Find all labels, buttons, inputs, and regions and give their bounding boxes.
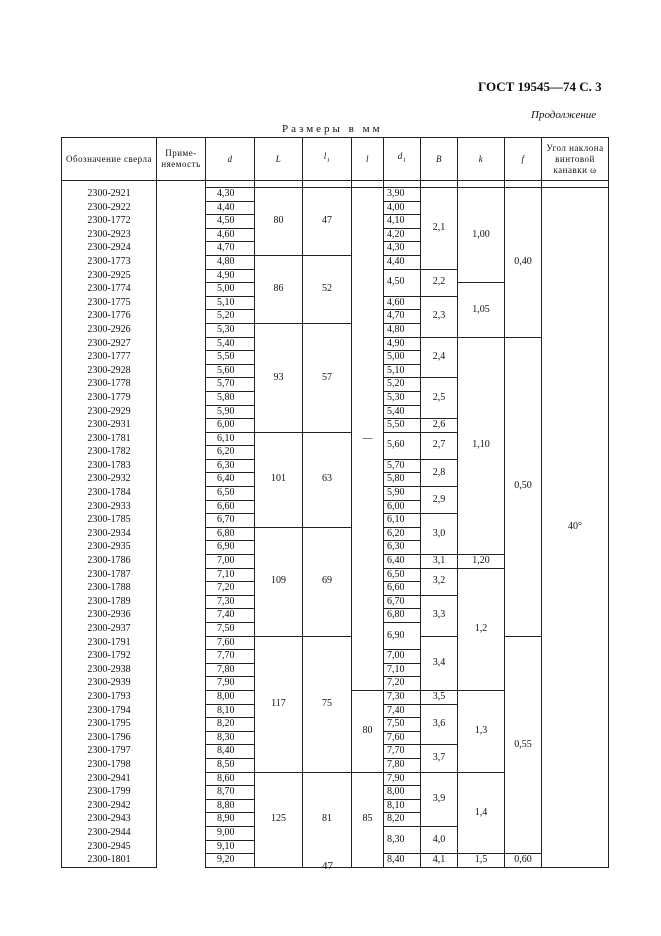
applicability-cell bbox=[157, 609, 206, 623]
diameter-d1: 4,40 bbox=[384, 255, 421, 269]
drill-designation: 2300-1785 bbox=[62, 514, 157, 528]
diameter-d1: 6,90 bbox=[384, 623, 421, 650]
diameter-d: 7,70 bbox=[206, 650, 255, 664]
diameter-d1: 6,50 bbox=[384, 568, 421, 582]
length-L: 93 bbox=[255, 323, 303, 432]
drill-designation: 2300-1789 bbox=[62, 595, 157, 609]
diameter-d: 6,00 bbox=[206, 419, 255, 433]
diameter-d: 7,10 bbox=[206, 568, 255, 582]
diameter-d: 4,80 bbox=[206, 255, 255, 269]
applicability-cell bbox=[157, 840, 206, 854]
drill-designation: 2300-2923 bbox=[62, 228, 157, 242]
col-l1-base: l bbox=[323, 151, 327, 162]
drill-designation: 2300-2935 bbox=[62, 541, 157, 555]
diameter-d: 8,40 bbox=[206, 745, 255, 759]
diameter-d1: 6,10 bbox=[384, 514, 421, 528]
diameter-d: 5,80 bbox=[206, 391, 255, 405]
drill-designation: 2300-1799 bbox=[62, 786, 157, 800]
drill-designation: 2300-2934 bbox=[62, 527, 157, 541]
diameter-d: 6,50 bbox=[206, 487, 255, 501]
diameter-d1: 7,30 bbox=[384, 690, 421, 704]
diameter-d: 4,30 bbox=[206, 188, 255, 202]
applicability-cell bbox=[157, 378, 206, 392]
applicability-cell bbox=[157, 677, 206, 691]
applicability-cell bbox=[157, 595, 206, 609]
applicability-cell bbox=[157, 663, 206, 677]
diameter-d1: 4,90 bbox=[384, 337, 421, 351]
applicability-cell bbox=[157, 351, 206, 365]
value-k: 1,00 bbox=[458, 188, 505, 283]
drill-designation: 2300-1778 bbox=[62, 378, 157, 392]
col-d: d bbox=[206, 138, 255, 181]
applicability-cell bbox=[157, 228, 206, 242]
length-l1: 57 bbox=[303, 323, 352, 432]
diameter-d: 7,80 bbox=[206, 663, 255, 677]
value-B: 3,3 bbox=[421, 595, 458, 636]
applicability-cell bbox=[157, 242, 206, 256]
applicability-cell bbox=[157, 473, 206, 487]
diameter-d: 8,30 bbox=[206, 731, 255, 745]
value-B: 2,4 bbox=[421, 337, 458, 378]
drill-designation: 2300-1784 bbox=[62, 487, 157, 501]
value-B: 2,6 bbox=[421, 419, 458, 433]
diameter-d1: 4,30 bbox=[384, 242, 421, 256]
continuation-label: Продолжение bbox=[531, 109, 597, 121]
diameter-d1: 5,80 bbox=[384, 473, 421, 487]
drill-designation: 2300-2945 bbox=[62, 840, 157, 854]
drill-designation: 2300-2925 bbox=[62, 269, 157, 283]
diameter-d1: 7,00 bbox=[384, 650, 421, 664]
diameter-d1: 7,10 bbox=[384, 663, 421, 677]
drill-designation: 2300-1777 bbox=[62, 351, 157, 365]
drill-designation: 2300-2938 bbox=[62, 663, 157, 677]
drill-designation: 2300-2926 bbox=[62, 323, 157, 337]
dimensions-caption: Размеры в мм bbox=[282, 123, 383, 135]
diameter-d: 4,40 bbox=[206, 201, 255, 215]
value-B: 3,5 bbox=[421, 690, 458, 704]
diameter-d1: 5,90 bbox=[384, 487, 421, 501]
diameter-d1: 5,30 bbox=[384, 391, 421, 405]
value-B: 3,7 bbox=[421, 745, 458, 772]
diameter-d: 5,40 bbox=[206, 337, 255, 351]
col-k: k bbox=[458, 138, 505, 181]
diameter-d: 8,90 bbox=[206, 813, 255, 827]
drill-designation: 2300-2929 bbox=[62, 405, 157, 419]
col-l1-sub: 1 bbox=[326, 157, 331, 164]
value-B: 3,9 bbox=[421, 772, 458, 826]
drill-designation: 2300-1772 bbox=[62, 215, 157, 229]
drill-designation: 2300-1782 bbox=[62, 446, 157, 460]
diameter-d1: 5,50 bbox=[384, 419, 421, 433]
applicability-cell bbox=[157, 514, 206, 528]
diameter-d: 4,60 bbox=[206, 228, 255, 242]
col-l: l bbox=[352, 138, 384, 181]
standard-header: ГОСТ 19545—74 С. 3 bbox=[478, 79, 602, 94]
diameter-d1: 5,10 bbox=[384, 364, 421, 378]
applicability-cell bbox=[157, 364, 206, 378]
diameter-d1: 6,30 bbox=[384, 541, 421, 555]
gap-cell bbox=[206, 181, 255, 188]
drill-designation: 2300-1791 bbox=[62, 636, 157, 650]
drill-designation: 2300-2942 bbox=[62, 799, 157, 813]
applicability-cell bbox=[157, 582, 206, 596]
applicability-cell bbox=[157, 758, 206, 772]
diameter-d1: 5,40 bbox=[384, 405, 421, 419]
diameter-d: 7,90 bbox=[206, 677, 255, 691]
applicability-cell bbox=[157, 718, 206, 732]
length-l1: 69 bbox=[303, 527, 352, 636]
applicability-cell bbox=[157, 391, 206, 405]
applicability-cell bbox=[157, 188, 206, 202]
diameter-d1: 4,80 bbox=[384, 323, 421, 337]
value-f: 0,55 bbox=[505, 636, 542, 854]
diameter-d: 6,90 bbox=[206, 541, 255, 555]
diameter-d1: 6,20 bbox=[384, 527, 421, 541]
value-B: 3,6 bbox=[421, 704, 458, 745]
diameter-d1: 5,70 bbox=[384, 459, 421, 473]
drill-designation: 2300-1783 bbox=[62, 459, 157, 473]
value-B: 2,1 bbox=[421, 188, 458, 270]
diameter-d: 7,00 bbox=[206, 555, 255, 569]
diameter-d: 5,90 bbox=[206, 405, 255, 419]
diameter-d1: 7,80 bbox=[384, 758, 421, 772]
applicability-cell bbox=[157, 704, 206, 718]
value-B: 4,0 bbox=[421, 826, 458, 853]
applicability-cell bbox=[157, 323, 206, 337]
diameter-d: 7,30 bbox=[206, 595, 255, 609]
value-f: 0,50 bbox=[505, 337, 542, 636]
drill-designation: 2300-1797 bbox=[62, 745, 157, 759]
diameter-d1: 5,20 bbox=[384, 378, 421, 392]
sizes-table bbox=[61, 137, 609, 868]
diameter-d1: 4,20 bbox=[384, 228, 421, 242]
col-angle: Угол наклона винтовой канавки ω bbox=[542, 138, 609, 181]
applicability-cell bbox=[157, 555, 206, 569]
drill-designation: 2300-2931 bbox=[62, 419, 157, 433]
value-k: 1,10 bbox=[458, 337, 505, 555]
col-d1-sub: 1 bbox=[402, 157, 407, 164]
diameter-d1: 3,90 bbox=[384, 188, 421, 202]
applicability-cell bbox=[157, 487, 206, 501]
diameter-d: 6,60 bbox=[206, 500, 255, 514]
drill-designation: 2300-1794 bbox=[62, 704, 157, 718]
applicability-cell bbox=[157, 310, 206, 324]
length-l1: 47 bbox=[303, 188, 352, 256]
applicability-cell bbox=[157, 419, 206, 433]
drill-designation: 2300-1792 bbox=[62, 650, 157, 664]
length-L: 109 bbox=[255, 527, 303, 636]
length-L: 86 bbox=[255, 255, 303, 323]
drill-designation: 2300-2936 bbox=[62, 609, 157, 623]
applicability-cell bbox=[157, 731, 206, 745]
diameter-d1: 4,10 bbox=[384, 215, 421, 229]
diameter-d: 4,70 bbox=[206, 242, 255, 256]
diameter-d: 9,20 bbox=[206, 854, 255, 868]
value-f: 0,40 bbox=[505, 188, 542, 338]
drill-designation: 2300-1788 bbox=[62, 582, 157, 596]
table-header-row bbox=[62, 138, 609, 181]
diameter-d: 5,00 bbox=[206, 283, 255, 297]
value-B: 2,3 bbox=[421, 296, 458, 337]
diameter-d1: 4,50 bbox=[384, 269, 421, 296]
applicability-cell bbox=[157, 255, 206, 269]
diameter-d: 6,80 bbox=[206, 527, 255, 541]
drill-designation: 2300-1786 bbox=[62, 555, 157, 569]
value-B: 2,7 bbox=[421, 432, 458, 459]
gap-cell bbox=[157, 181, 206, 188]
diameter-d: 5,60 bbox=[206, 364, 255, 378]
value-B: 2,8 bbox=[421, 459, 458, 486]
diameter-d1: 4,60 bbox=[384, 296, 421, 310]
length-l1: 81 bbox=[303, 772, 352, 867]
drill-designation: 2300-1775 bbox=[62, 296, 157, 310]
drill-designation: 2300-1776 bbox=[62, 310, 157, 324]
diameter-d1: 7,70 bbox=[384, 745, 421, 759]
diameter-d1: 7,40 bbox=[384, 704, 421, 718]
col-applicability bbox=[157, 138, 206, 181]
length-l: 85 bbox=[352, 772, 384, 867]
applicability-cell bbox=[157, 405, 206, 419]
diameter-d: 7,40 bbox=[206, 609, 255, 623]
drill-designation: 2300-2932 bbox=[62, 473, 157, 487]
value-k: 1,05 bbox=[458, 283, 505, 337]
length-l: 80 bbox=[352, 690, 384, 772]
applicability-cell bbox=[157, 201, 206, 215]
page-number: 47 bbox=[322, 860, 333, 872]
applicability-cell bbox=[157, 500, 206, 514]
diameter-d: 9,10 bbox=[206, 840, 255, 854]
value-B: 3,4 bbox=[421, 636, 458, 690]
gap-cell bbox=[421, 181, 458, 188]
drill-designation: 2300-1795 bbox=[62, 718, 157, 732]
diameter-d: 7,20 bbox=[206, 582, 255, 596]
diameter-d1: 8,30 bbox=[384, 826, 421, 853]
value-k: 1,5 bbox=[458, 854, 505, 868]
diameter-d1: 6,80 bbox=[384, 609, 421, 623]
diameter-d: 5,70 bbox=[206, 378, 255, 392]
table-body bbox=[62, 181, 609, 868]
applicability-cell bbox=[157, 636, 206, 650]
length-l: — bbox=[352, 188, 384, 691]
col-B: B bbox=[421, 138, 458, 181]
diameter-d1: 8,40 bbox=[384, 854, 421, 868]
applicability-cell bbox=[157, 527, 206, 541]
applicability-cell bbox=[157, 541, 206, 555]
diameter-d: 6,30 bbox=[206, 459, 255, 473]
applicability-cell bbox=[157, 459, 206, 473]
drill-designation: 2300-2927 bbox=[62, 337, 157, 351]
diameter-d1: 6,60 bbox=[384, 582, 421, 596]
applicability-cell bbox=[157, 650, 206, 664]
drill-designation: 2300-1801 bbox=[62, 854, 157, 868]
value-B: 2,2 bbox=[421, 269, 458, 296]
value-B: 3,1 bbox=[421, 555, 458, 569]
diameter-d: 8,00 bbox=[206, 690, 255, 704]
helix-angle: 40° bbox=[542, 188, 609, 868]
diameter-d: 6,10 bbox=[206, 432, 255, 446]
diameter-d: 7,60 bbox=[206, 636, 255, 650]
applicability-cell bbox=[157, 745, 206, 759]
applicability-cell bbox=[157, 283, 206, 297]
applicability-cell bbox=[157, 772, 206, 786]
diameter-d: 8,10 bbox=[206, 704, 255, 718]
col-L: L bbox=[255, 138, 303, 181]
diameter-d: 8,70 bbox=[206, 786, 255, 800]
gap-cell bbox=[62, 181, 157, 188]
drill-designation: 2300-2944 bbox=[62, 826, 157, 840]
value-B: 2,5 bbox=[421, 378, 458, 419]
diameter-d1: 6,00 bbox=[384, 500, 421, 514]
applicability-cell bbox=[157, 568, 206, 582]
length-L: 80 bbox=[255, 188, 303, 256]
table-gap-row bbox=[62, 181, 609, 188]
drill-designation: 2300-2943 bbox=[62, 813, 157, 827]
diameter-d: 9,00 bbox=[206, 826, 255, 840]
diameter-d: 5,20 bbox=[206, 310, 255, 324]
value-B: 3,2 bbox=[421, 568, 458, 595]
applicability-cell bbox=[157, 786, 206, 800]
value-B: 4,1 bbox=[421, 854, 458, 868]
diameter-d1: 7,60 bbox=[384, 731, 421, 745]
drill-designation: 2300-2939 bbox=[62, 677, 157, 691]
diameter-d1: 6,70 bbox=[384, 595, 421, 609]
diameter-d: 6,40 bbox=[206, 473, 255, 487]
drill-designation: 2300-1773 bbox=[62, 255, 157, 269]
diameter-d1: 7,90 bbox=[384, 772, 421, 786]
drill-designation: 2300-2941 bbox=[62, 772, 157, 786]
diameter-d: 5,50 bbox=[206, 351, 255, 365]
diameter-d1: 5,00 bbox=[384, 351, 421, 365]
table-row bbox=[62, 636, 609, 650]
applicability-cell bbox=[157, 854, 206, 868]
diameter-d1: 6,40 bbox=[384, 555, 421, 569]
drill-designation: 2300-2924 bbox=[62, 242, 157, 256]
applicability-cell bbox=[157, 690, 206, 704]
diameter-d1: 4,70 bbox=[384, 310, 421, 324]
diameter-d1: 8,00 bbox=[384, 786, 421, 800]
length-L: 125 bbox=[255, 772, 303, 867]
drill-designation: 2300-1796 bbox=[62, 731, 157, 745]
drill-designation: 2300-2921 bbox=[62, 188, 157, 202]
value-k: 1,4 bbox=[458, 772, 505, 854]
gap-cell bbox=[505, 181, 542, 188]
gap-cell bbox=[255, 181, 303, 188]
col-applicability-label: Приме- няемость bbox=[161, 148, 201, 169]
gap-cell bbox=[303, 181, 352, 188]
drill-designation: 2300-1798 bbox=[62, 758, 157, 772]
length-l1: 63 bbox=[303, 432, 352, 527]
length-l1: 52 bbox=[303, 255, 352, 323]
diameter-d: 6,70 bbox=[206, 514, 255, 528]
applicability-cell bbox=[157, 446, 206, 460]
diameter-d1: 8,20 bbox=[384, 813, 421, 827]
applicability-cell bbox=[157, 269, 206, 283]
diameter-d1: 7,20 bbox=[384, 677, 421, 691]
diameter-d: 4,50 bbox=[206, 215, 255, 229]
value-B: 3,0 bbox=[421, 514, 458, 555]
table-row bbox=[62, 188, 609, 202]
length-l1: 75 bbox=[303, 636, 352, 772]
gap-cell bbox=[458, 181, 505, 188]
diameter-d1: 8,10 bbox=[384, 799, 421, 813]
applicability-cell bbox=[157, 215, 206, 229]
diameter-d: 5,10 bbox=[206, 296, 255, 310]
applicability-cell bbox=[157, 296, 206, 310]
gap-cell bbox=[384, 181, 421, 188]
drill-designation: 2300-2933 bbox=[62, 500, 157, 514]
col-l1 bbox=[303, 138, 352, 181]
applicability-cell bbox=[157, 799, 206, 813]
applicability-cell bbox=[157, 813, 206, 827]
value-k: 1,20 bbox=[458, 555, 505, 569]
diameter-d: 8,20 bbox=[206, 718, 255, 732]
applicability-cell bbox=[157, 623, 206, 637]
value-B: 2,9 bbox=[421, 487, 458, 514]
diameter-d1: 7,50 bbox=[384, 718, 421, 732]
col-d1-base: d bbox=[397, 151, 403, 162]
diameter-d: 7,50 bbox=[206, 623, 255, 637]
drill-designation: 2300-2922 bbox=[62, 201, 157, 215]
applicability-cell bbox=[157, 432, 206, 446]
diameter-d1: 4,00 bbox=[384, 201, 421, 215]
gap-cell bbox=[352, 181, 384, 188]
diameter-d: 8,50 bbox=[206, 758, 255, 772]
drill-designation: 2300-2928 bbox=[62, 364, 157, 378]
value-k: 1,3 bbox=[458, 690, 505, 772]
diameter-d: 4,90 bbox=[206, 269, 255, 283]
col-designation: Обозначение сверла bbox=[62, 138, 157, 181]
value-k: 1,2 bbox=[458, 568, 505, 690]
diameter-d: 6,20 bbox=[206, 446, 255, 460]
drill-designation: 2300-1779 bbox=[62, 391, 157, 405]
gap-cell bbox=[542, 181, 609, 188]
applicability-cell bbox=[157, 337, 206, 351]
value-f: 0,60 bbox=[505, 854, 542, 868]
drill-designation: 2300-1787 bbox=[62, 568, 157, 582]
diameter-d: 8,80 bbox=[206, 799, 255, 813]
drill-designation: 2300-1781 bbox=[62, 432, 157, 446]
diameter-d: 5,30 bbox=[206, 323, 255, 337]
diameter-d1: 5,60 bbox=[384, 432, 421, 459]
diameter-d: 8,60 bbox=[206, 772, 255, 786]
drill-designation: 2300-2937 bbox=[62, 623, 157, 637]
applicability-cell bbox=[157, 826, 206, 840]
drill-designation: 2300-1774 bbox=[62, 283, 157, 297]
length-L: 117 bbox=[255, 636, 303, 772]
col-d1 bbox=[384, 138, 421, 181]
drill-designation: 2300-1793 bbox=[62, 690, 157, 704]
col-f: f bbox=[505, 138, 542, 181]
length-L: 101 bbox=[255, 432, 303, 527]
